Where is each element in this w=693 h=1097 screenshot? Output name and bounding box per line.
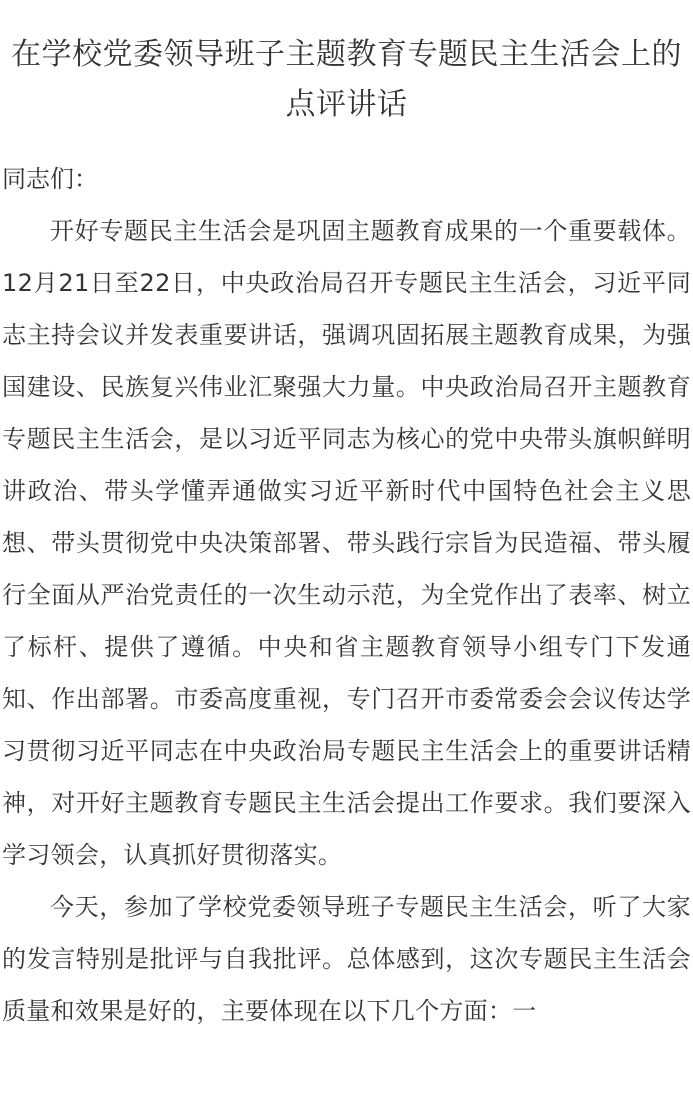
document-title: 在学校党委领导班子主题教育专题民主生活会上的点评讲话 <box>11 37 682 122</box>
salutation: 同志们： <box>2 165 98 193</box>
paragraph-1: 开好专题民主生活会是巩固主题教育成果的一个重要载体。12月21日至22日，中央政治局召开专题民主生活会，习近平同志主持会议并发表重要讲话，强调巩固拓展主题教育成果，为强国建设、民族复兴伟业汇聚强大力量。中央政治局召开主题教育专题民主生活会，是以习近平同志为核心的党中央带头旗帜鲜明讲政治、带头学懂弄通做实习近平新时代中国特色社会主义思想、带头贯彻党中央决策部署、带头践行宗旨为民造福、带头履行全面从严治党责任的一次生动示范，为全党作出了表率、树立了标杆、提供了遵循。中央和省主题教育领导小组专门下发通知、作出部署。市委高度重视，专门召开市委常委会会议传达学习贯彻习近平同志在中央政治局专题民主生活会上的重要讲话精神，对开好主题教育专题民主生活会提出工作要求。我们要深入学习领会，认真抓好贯彻落实。 <box>2 217 691 869</box>
paragraph-2: 今天，参加了学校党委领导班子专题民主生活会，听了大家的发言特别是批评与自我批评。总体感到，这次专题民主生活会质量和效果是好的，主要体现在以下几个方面：一 <box>2 893 691 1025</box>
